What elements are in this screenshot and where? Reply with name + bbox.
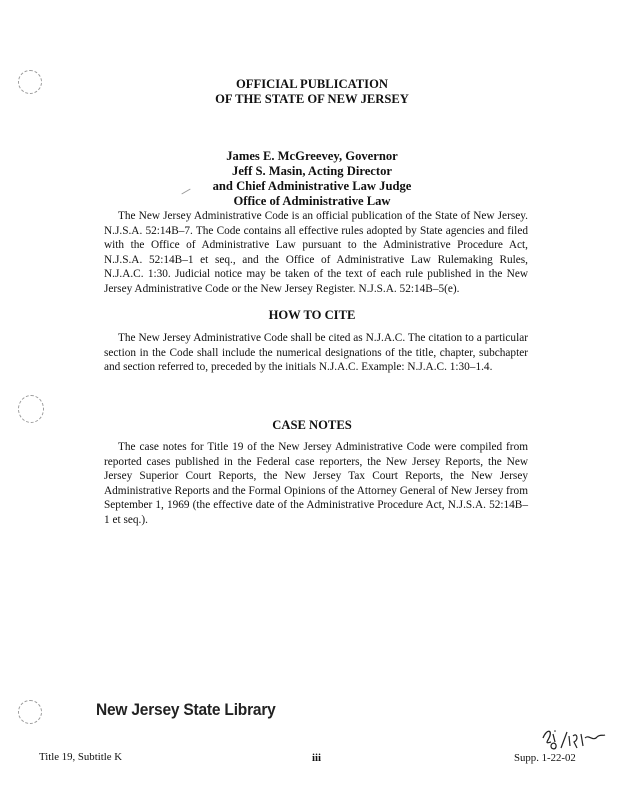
governor-line: James E. McGreevey, Governor (226, 149, 398, 163)
binder-hole-bottom (18, 700, 42, 724)
publication-title (0, 77, 624, 107)
footer-title-subtitle: Title 19, Subtitle K (39, 751, 122, 763)
officials-block (0, 149, 624, 209)
publication-title-line-2: OF THE STATE OF NEW JERSEY (215, 92, 409, 106)
footer-supplement-date: Supp. 1-22-02 (514, 752, 576, 764)
library-stamp: New Jersey State Library (96, 701, 276, 720)
intro-text: The New Jersey Administrative Code is an official publication of the State of New Jersey. N.J.S.A. 52:14B–7. The Code contains all effective rules adopted by State agencies and filed with the Office of Administrative Law pursuant to the Administrative Procedure Act, N.J.S.A. 52:14B–1 et seq., and the Office of Administrative Law Rulemaking Rules, N.J.A.C. 1:30. Judicial notice may be taken of the text of each rule published in the New Jersey Administrative Code or the New Jersey Register. N.J.S.A. 52:14B–5(e). (104, 210, 528, 295)
how-to-cite-text: The New Jersey Administrative Code shall be cited as N.J.A.C. The citation to a particular section in the Code shall include the numerical designations of the title, chapter, subchapter and section referred to, preceded by the initials N.J.A.C. Example: N.J.A.C. 1:30–1.4. (104, 332, 528, 374)
case-notes-heading: CASE NOTES (272, 418, 352, 432)
intro-paragraph (104, 209, 528, 297)
office-line: Office of Administrative Law (233, 194, 391, 208)
how-to-cite-paragraph (104, 331, 528, 375)
footer-page-number: iii (312, 752, 321, 764)
director-line: Jeff S. Masin, Acting Director (232, 164, 392, 178)
judge-line: and Chief Administrative Law Judge (212, 179, 412, 193)
publication-title-line-1: OFFICIAL PUBLICATION (236, 77, 388, 91)
case-notes-paragraph (104, 440, 528, 528)
case-notes-text: The case notes for Title 19 of the New Jersey Administrative Code were compiled from reported cases published in the Federal case reporters, the New Jersey Reports, the New Jersey Superior Court Reports, the New Jersey Tax Court Reports, the New Jersey Administrative Reports and the Formal Opinions of the Attorney General of New Jersey from September 1, 1969 (the effective date of the Administrative Procedure Act, N.J.S.A. 52:14B–1 et seq.). (104, 441, 528, 526)
how-to-cite-heading: HOW TO CITE (268, 308, 356, 322)
handwritten-initials (537, 722, 607, 758)
